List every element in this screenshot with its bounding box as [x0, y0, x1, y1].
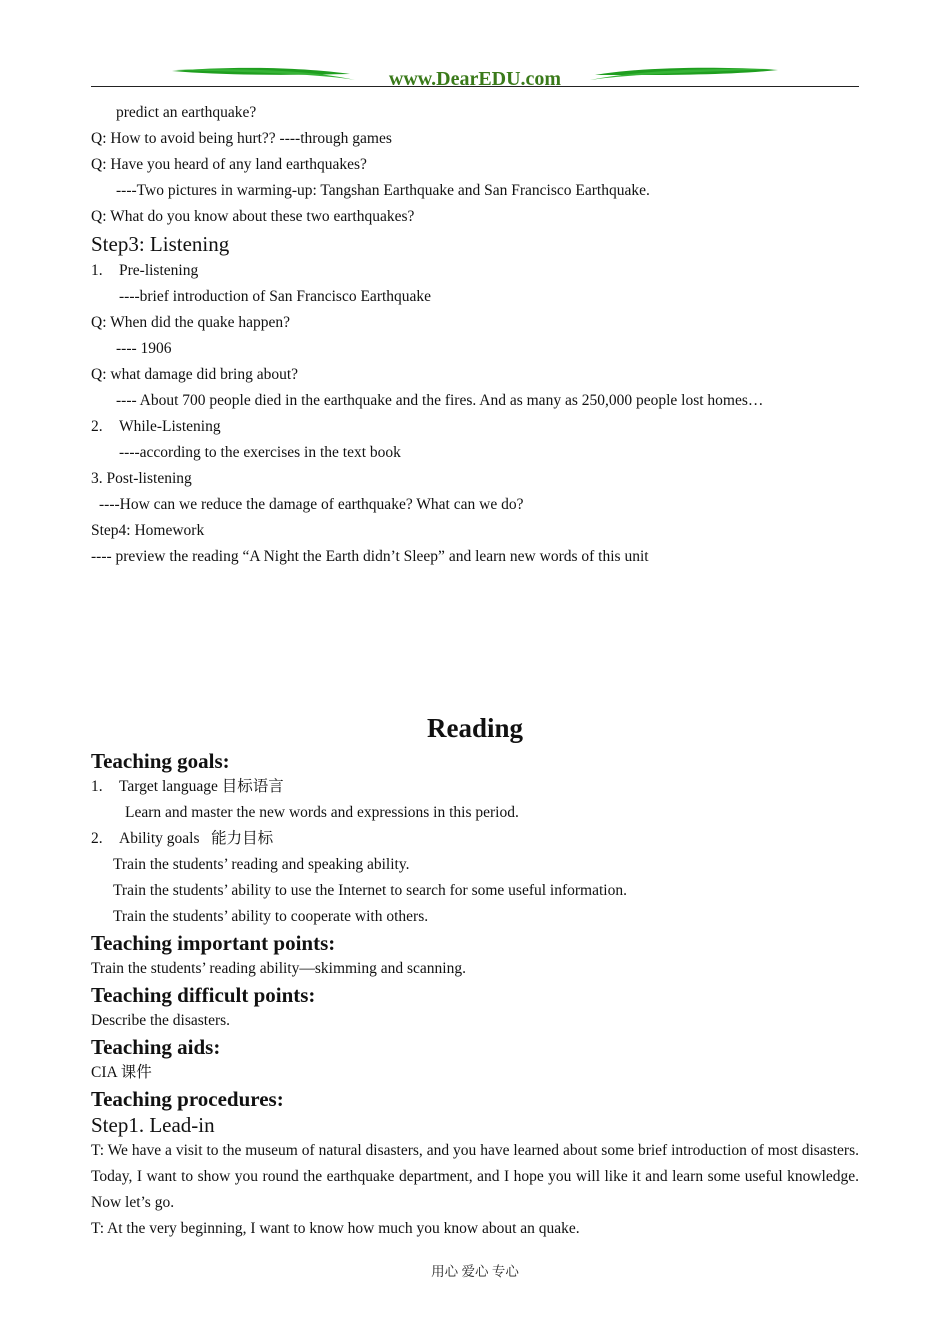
goal-desc: Learn and master the new words and expressions in this period. — [125, 804, 519, 821]
question-line: Q: How to avoid being hurt?? ----through games — [91, 130, 392, 147]
section-text: Train the students’ reading ability—skimming and scanning. — [91, 960, 466, 977]
question-line: Q: When did the quake happen? — [91, 314, 290, 331]
question-line: Q: What do you know about these two earthquakes? — [91, 208, 415, 225]
list-item-post-listening: 3. Post-listening — [91, 470, 192, 487]
logo-text: www.DearEDU.com — [388, 68, 562, 90]
list-number: 2. — [91, 830, 103, 847]
homework-line: ---- preview the reading “A Night the Earth didn’t Sleep” and learn new words of this unit — [91, 548, 649, 565]
section-heading-aids: Teaching aids: — [91, 1035, 221, 1059]
question-line: Q: what damage did bring about? — [91, 366, 299, 383]
note-line: ----according to the exercises in the text book — [119, 444, 401, 461]
page-footer: 用心 爱心 专心 — [431, 1264, 519, 1279]
list-number: 1. — [91, 778, 103, 795]
step4-heading: Step4: Homework — [91, 522, 205, 539]
list-label: Pre-listening — [119, 262, 199, 279]
list-item-pre-listening — [91, 258, 859, 284]
document-body — [91, 100, 859, 1242]
goal-desc: Train the students’ ability to use the Internet to search for some useful information. — [113, 882, 627, 899]
step3-heading: Step3: Listening — [91, 232, 230, 256]
text-line: predict an earthquake? — [116, 104, 257, 121]
section-heading-important: Teaching important points: — [91, 931, 336, 955]
paragraph: T: At the very beginning, I want to know how much you know about an quake. — [91, 1220, 580, 1237]
section-text: CIA 课件 — [91, 1064, 152, 1081]
header-rule — [91, 86, 859, 87]
section-heading-difficult: Teaching difficult points: — [91, 983, 316, 1007]
list-item-target-language — [91, 774, 859, 800]
reading-title: Reading — [426, 713, 524, 743]
section-text: Describe the disasters. — [91, 1012, 231, 1029]
list-item-ability-goals — [91, 826, 859, 852]
note-line: ----brief introduction of San Francisco Earthquake — [119, 288, 432, 305]
step1-heading: Step1. Lead-in — [91, 1113, 215, 1137]
section-heading-procedures: Teaching procedures: — [91, 1087, 284, 1111]
list-label: Target language 目标语言 — [119, 778, 284, 795]
list-label: Ability goals 能力目标 — [119, 830, 274, 847]
answer-line: ----Two pictures in warming-up: Tangshan Earthquake and San Francisco Earthquake. — [116, 182, 650, 199]
answer-line: ---- 1906 — [116, 340, 172, 357]
question-line: Q: Have you heard of any land earthquakes? — [91, 156, 367, 173]
list-item-while-listening — [91, 414, 859, 440]
list-number: 2. — [91, 418, 103, 435]
goal-desc: Train the students’ reading and speaking ability. — [113, 856, 410, 873]
answer-line: ---- About 700 people died in the earthquake and the fires. And as many as 250,000 people lost homes… — [116, 392, 764, 409]
list-number: 1. — [91, 262, 103, 279]
goal-desc: Train the students’ ability to cooperate with others. — [113, 908, 429, 925]
section-heading-goals: Teaching goals: — [91, 749, 230, 773]
note-line: ----How can we reduce the damage of earthquake? What can we do? — [99, 496, 524, 513]
paragraph: T: We have a visit to the museum of natural disasters, and you have learned about some brief introduction of most disasters. Today, I want to show you round the earthquake department, and I hope you will like it and learn some useful knowledge. Now let’s go. — [91, 1142, 859, 1211]
list-label: While-Listening — [119, 418, 221, 435]
